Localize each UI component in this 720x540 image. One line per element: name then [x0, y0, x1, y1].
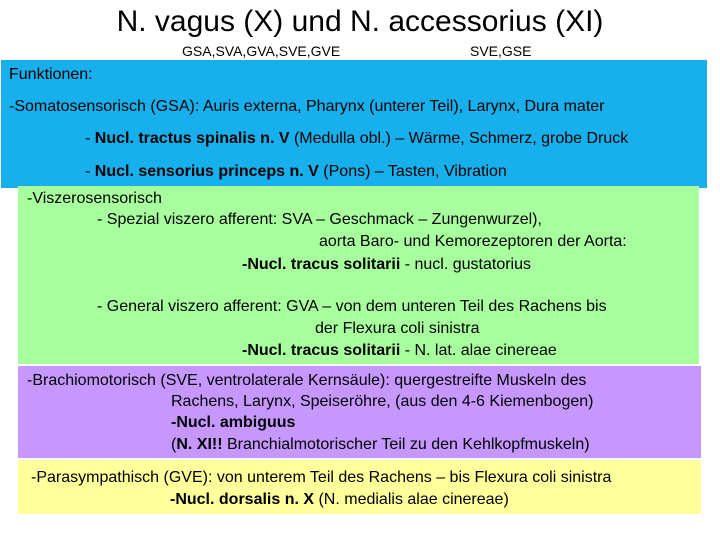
functions-heading: Funktionen: — [9, 66, 93, 83]
viscerosensory-box — [18, 186, 699, 364]
viscerosensory-heading: -Viszerosensorisch — [27, 190, 162, 207]
sva-line: - Spezial viszero afferent: SVA – Geschmack – Zungenwurzel), — [97, 211, 542, 228]
gva-line: - General viszero afferent: GVA – von dem unteren Teil des Rachens bis — [97, 298, 607, 315]
parasympathetic-line: -Parasympathisch (GVE): von unterem Teil des Rachens – bis Flexura coli sinistra — [31, 469, 612, 486]
fiber-types-accessorius: SVE,GSE — [470, 43, 532, 59]
sva-nucleus-line: -Nucl. tracus solitarii - nucl. gustatorius — [242, 256, 531, 273]
slide-title: N. vagus (X) und N. accessorius (XI) — [116, 5, 604, 38]
somatosensory-box — [1, 60, 707, 188]
principal-sensory-line: - Nucl. sensorius princeps n. V (Pons) – Tasten, Vibration — [85, 163, 507, 180]
spinal-trigeminal-line: - Nucl. tractus spinalis n. V (Medulla obl.) – Wärme, Schmerz, grobe Druck — [85, 130, 629, 147]
nucleus-ambiguus-line: -Nucl. ambiguus — [171, 414, 296, 431]
accessorius-line: (N. XI!! Branchialmotorischer Teil zu den Kehlkopfmuskeln) — [171, 436, 590, 453]
gva-flexura-line: der Flexura coli sinistra — [315, 320, 480, 337]
branchiomotor-line: -Brachiomotorisch (SVE, ventrolaterale Kernsäule): quergestreifte Muskeln des — [27, 372, 587, 389]
gva-nucleus-line: -Nucl. tracus solitarii - N. lat. alae cinereae — [242, 342, 557, 359]
branchiomotor-muscles-line: Rachens, Larynx, Speiseröhre, (aus den 4-6 Kiemenbogen) — [171, 393, 594, 410]
sva-aorta-line: aorta Baro- und Kemorezeptoren der Aorta: — [319, 233, 627, 250]
branchiomotor-box — [18, 366, 701, 458]
fiber-types-vagus: GSA,SVA,GVA,SVE,GVE — [182, 43, 341, 59]
somatosensory-line: -Somatosensorisch (GSA): Auris externa, Pharynx (unterer Teil), Larynx, Dura mater — [9, 98, 605, 115]
dorsal-nucleus-line: -Nucl. dorsalis n. X (N. medialis alae cinereae) — [170, 491, 509, 508]
parasympathetic-box — [18, 460, 701, 514]
